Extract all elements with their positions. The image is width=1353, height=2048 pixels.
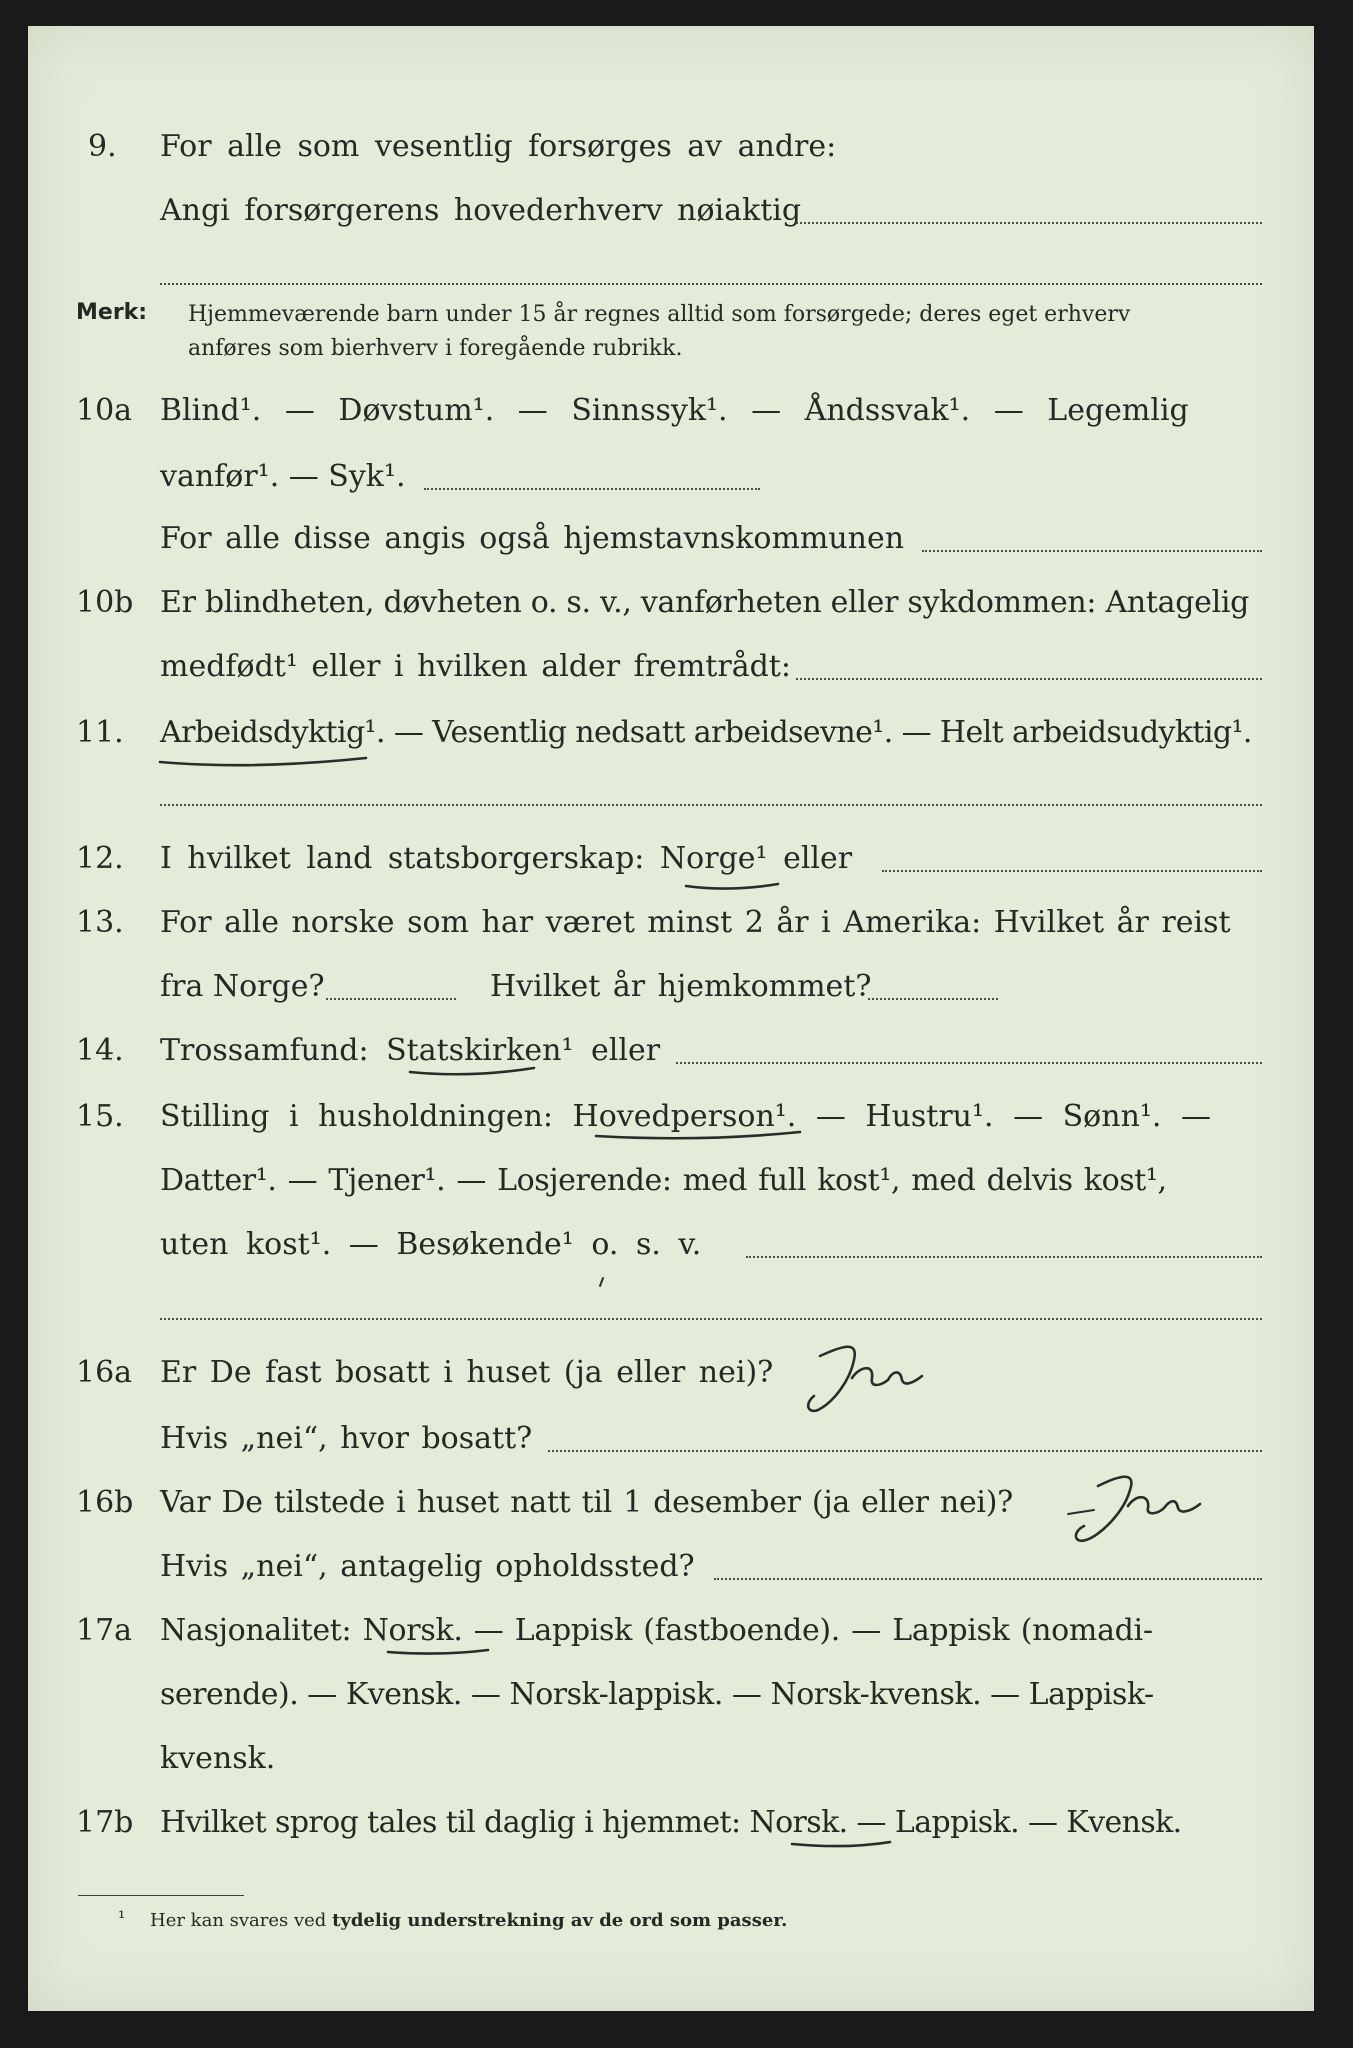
footnote-mark: ¹	[118, 1908, 126, 1929]
question-number: 10a	[76, 393, 133, 428]
answer-line	[868, 998, 998, 1000]
footnote-rule	[78, 1895, 244, 1896]
answer-line	[882, 870, 1262, 872]
answer-line	[922, 550, 1262, 552]
answer-line	[548, 1450, 1262, 1452]
question-number: 12.	[76, 841, 124, 876]
question-text: vanfør¹. — Syk¹.	[160, 459, 406, 494]
question-text: Arbeidsdyktig¹. — Vesentlig nedsatt arbeidsevne¹. — Helt arbeidsudyktig¹.	[160, 715, 1252, 750]
question-text: serende). — Kvensk. — Norsk-lappisk. — Norsk-kvensk. — Lappisk-	[160, 1677, 1154, 1712]
question-text: For alle disse angis også hjemstavnskommunen	[160, 521, 905, 556]
question-number: 14.	[76, 1033, 124, 1068]
question-text: Datter¹. — Tjener¹. — Losjerende: med full kost¹, med delvis kost¹,	[160, 1163, 1167, 1198]
question-text: Blind¹. — Døvstum¹. — Sinnssyk¹. — Åndssvak¹. — Legemlig	[160, 393, 1189, 428]
answer-line	[796, 678, 1262, 680]
question-text: Hvilket sprog tales til daglig i hjemmet: Norsk. — Lappisk. — Kvensk.	[160, 1805, 1182, 1840]
question-text: fra Norge?	[160, 969, 325, 1004]
question-number: 9.	[88, 129, 117, 164]
answer-line	[326, 998, 456, 1000]
question-text: medfødt¹ eller i hvilken alder fremtrådt:	[160, 649, 791, 684]
question-text: uten kost¹. — Besøkende¹ o. s. v.	[160, 1227, 702, 1262]
note-label: Merk:	[76, 300, 148, 325]
question-text: Angi forsørgerens hovederhverv nøiaktig	[160, 193, 802, 228]
question-text: Hvis „nei“, hvor bosatt?	[160, 1421, 533, 1456]
answer-line	[424, 488, 760, 490]
question-text: For alle norske som har været minst 2 år i Amerika: Hvilket år reist	[160, 905, 1231, 940]
answer-line	[796, 222, 1262, 224]
question-text: Var De tilstede i huset natt til 1 desember (ja eller nei)?	[160, 1485, 1013, 1520]
question-text: Er blindheten, døvheten o. s. v., vanførheten eller sykdommen: Antagelig	[160, 585, 1250, 620]
question-text: Stilling i husholdningen: Hovedperson¹. — Hustru¹. — Sønn¹. —	[160, 1099, 1211, 1134]
question-number: 16b	[76, 1485, 134, 1520]
note-text: Hjemmeværende barn under 15 år regnes alltid som forsørgede; deres eget erhverv	[188, 302, 1131, 327]
answer-line	[160, 1318, 1262, 1320]
question-text: Trossamfund: Statskirken¹ eller	[160, 1033, 661, 1068]
question-text: For alle som vesentlig forsørges av andre:	[160, 129, 837, 164]
question-text: Hvilket år hjemkommet?	[490, 969, 872, 1004]
question-text: Er De fast bosatt i huset (ja eller nei)?	[160, 1355, 774, 1390]
answer-line	[676, 1062, 1262, 1064]
note-text: anføres som bierhverv i foregående rubrikk.	[188, 336, 683, 361]
footnote-text-plain: Her kan svares ved	[150, 1910, 333, 1931]
question-text: Hvis „nei“, antagelig opholdssted?	[160, 1549, 695, 1584]
question-number: 10b	[76, 585, 134, 620]
question-number: 16a	[76, 1355, 133, 1390]
question-text: Nasjonalitet: Norsk. — Lappisk (fastboende). — Lappisk (nomadi-	[160, 1613, 1153, 1648]
footnote-text-bold: tydelig understrekning av de ord som passer.	[332, 1910, 788, 1931]
question-number: 17a	[76, 1613, 133, 1648]
question-number: 17b	[76, 1805, 134, 1840]
answer-line	[160, 804, 1262, 806]
answer-line	[746, 1256, 1262, 1258]
question-text: kvensk.	[160, 1741, 276, 1776]
question-text: I hvilket land statsborgerskap: Norge¹ eller	[160, 841, 853, 876]
question-number: 15.	[76, 1099, 124, 1134]
question-number: 13.	[76, 905, 124, 940]
answer-line	[160, 283, 1262, 285]
answer-line	[714, 1578, 1262, 1580]
footnote-text	[150, 1912, 787, 1930]
question-number: 11.	[76, 715, 124, 750]
